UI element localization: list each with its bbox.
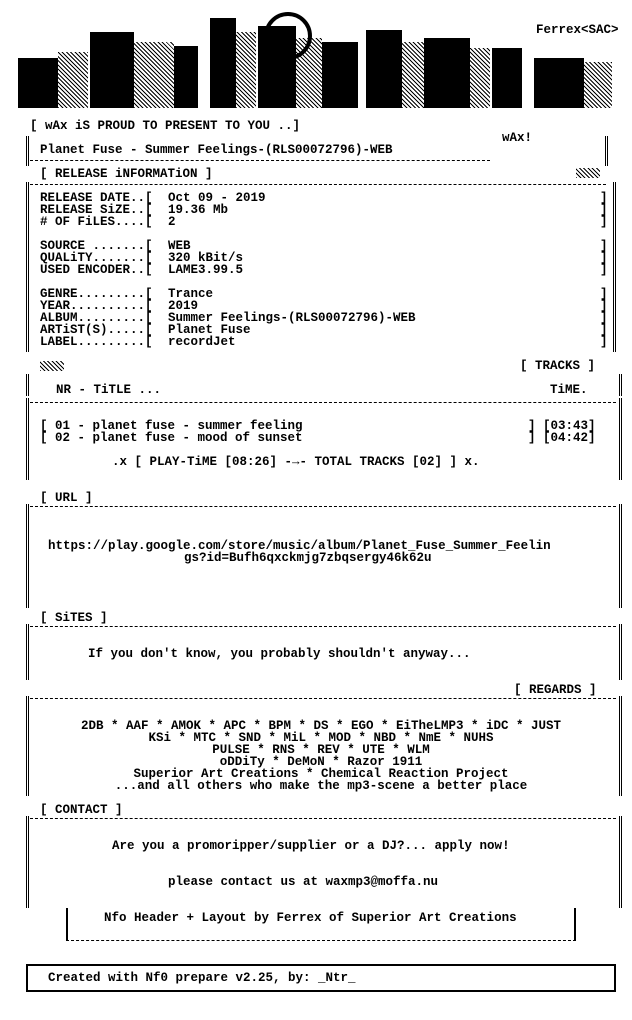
regards-list <box>26 720 616 792</box>
url-link-cont[interactable]: gs?id=Bufh6qxckmjg7zbqsergy46k62u <box>184 551 432 565</box>
regards-line: Superior Art Creations * Chemical Reaction Project <box>133 767 509 781</box>
url-heading: [ URL ] <box>40 491 93 505</box>
info-row: GENRE.........[ Trance ] <box>40 287 608 301</box>
track-item: [ 01 - planet fuse - summer feeling <box>40 419 303 433</box>
header-credit: Ferrex<SAC> <box>536 23 619 37</box>
contact-heading: [ CONTACT ] <box>40 803 123 817</box>
tracks-summary: .x [ PLAY-TiME [08:26] -→- TOTAL TRACKS [02] ] x. <box>112 455 480 469</box>
contact-email[interactable]: please contact us at waxmp3@moffa.nu <box>168 875 439 889</box>
info-row: LABEL.........[ recordJet ] <box>40 335 608 349</box>
regards-line: 2DB * AAF * AMOK * APC * BPM * DS * EGO * EiTheLMP3 * iDC * JUST <box>80 719 562 733</box>
info-row: QUALiTY.......[ 320 kBit/s ] <box>40 251 608 265</box>
created-with: Created with Nf0 prepare v2.25, by: _Ntr_ <box>48 971 356 985</box>
group-tag: wAx! <box>502 131 533 145</box>
sites-text: If you don't know, you probably shouldn't anyway... <box>88 647 471 661</box>
ascii-logo <box>14 12 614 112</box>
regards-line: KSi * MTC * SND * MiL * MOD * NBD * NmE * NUHS <box>148 731 494 745</box>
heading-bar <box>576 168 600 178</box>
info-row: RELEASE SiZE..[ 19.36 Mb ] <box>40 203 608 217</box>
url-link[interactable]: https://play.google.com/store/music/album/Planet_Fuse_Summer_Feelin <box>48 539 551 553</box>
info-row: USED ENCODER..[ LAME3.99.5 ] <box>40 263 608 277</box>
regards-line: PULSE * RNS * REV * UTE * WLM <box>212 743 430 757</box>
footer-credit: Nfo Header + Layout by Ferrex of Superior Art Creations <box>104 911 517 925</box>
info-row: # OF FiLES....[ 2 ] <box>40 215 608 229</box>
info-row: YEAR..........[ 2019 ] <box>40 299 608 313</box>
release-title: Planet Fuse - Summer Feelings-(RLS00072796)-WEB <box>40 143 393 157</box>
contact-apply: Are you a promoripper/supplier or a DJ?... apply now! <box>112 839 510 853</box>
sites-heading: [ SiTES ] <box>40 611 108 625</box>
info-row: ARTiST(S).....[ Planet Fuse ] <box>40 323 608 337</box>
regards-line: oDDiTy * DeMoN * Razor 1911 <box>219 755 423 769</box>
regards-line: ...and all others who make the mp3-scene a better place <box>114 779 528 793</box>
header-tagline: [ wAx iS PROUD TO PRESENT TO YOU ..] <box>30 119 301 133</box>
regards-heading: [ REGARDS ] <box>514 683 597 697</box>
heading-bar <box>40 361 64 371</box>
track-time: ] [03:43] <box>528 419 596 433</box>
info-row: SOURCE .......[ WEB ] <box>40 239 608 253</box>
info-row: ALBUM.........[ Summer Feelings-(RLS00072796)-WEB ] <box>40 311 608 325</box>
tracks-col-right: TiME. <box>550 383 588 397</box>
release-info-heading: [ RELEASE iNFORMATiON ] <box>40 167 213 181</box>
track-item: [ 02 - planet fuse - mood of sunset <box>40 431 303 445</box>
tracks-heading: [ TRACKS ] <box>520 359 596 373</box>
track-time: ] [04:42] <box>528 431 596 445</box>
release-info <box>40 192 610 348</box>
tracks-col-left: NR - TiTLE ... <box>56 383 162 397</box>
info-row: RELEASE DATE..[ Oct 09 - 2019 ] <box>40 191 608 205</box>
